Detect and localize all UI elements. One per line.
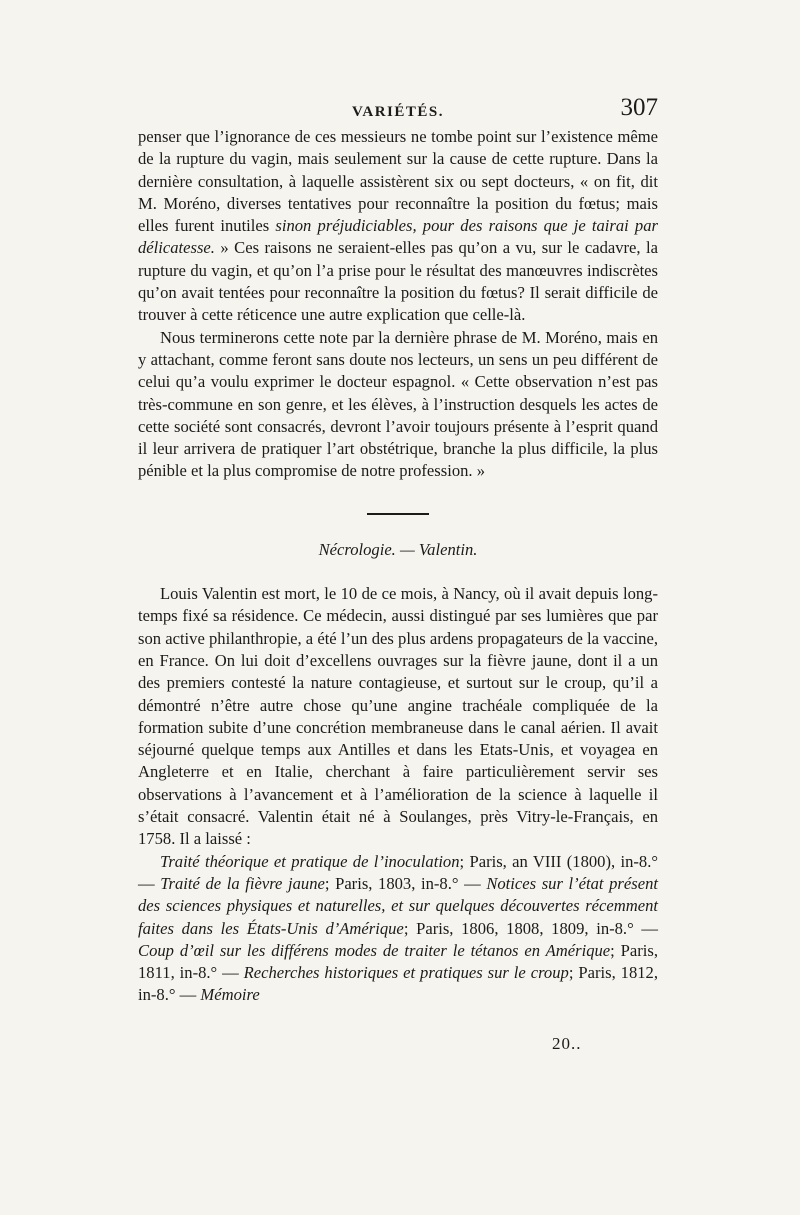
works-list xyxy=(138,851,658,1007)
text-run: ; Paris, an VIII (1800), in-8.° — xyxy=(138,851,658,893)
italic-run: Recherches historiques et pratiques sur le croup xyxy=(243,963,569,983)
text-run: ; Paris, 1803, in-8.° — xyxy=(324,873,487,893)
text-run: ; Paris, 1811, in-8.° — xyxy=(138,940,658,983)
page-number: 307 xyxy=(620,94,658,121)
italic-run: Traité théorique et pratique de l’inoculation xyxy=(160,851,460,871)
text-run: Nous terminerons cette note par la dernière phrase de M. Moréno, mais en y attachant, comme feront sans doute nos lecteurs, un sens un peu différent de celui qu’a voulu exprimer le docteur espagnol. « Cette observation n’est pas très-commune en son genre, et les élèves, à l’instruction desquels les actes de cette société sont consacrés, devront l’avoir toujours présente à l’esprit quand il leur arrivera de pratiquer l’art obstétrique, branche la plus difficile, la plus pénible et la plus compromise de notre profession. » xyxy=(138,327,658,481)
paragraph-1 xyxy=(138,126,658,327)
paragraph-2 xyxy=(138,327,658,483)
text-run: penser que l’ignorance de ces messieurs ne tombe point sur l’existence même de la rupture du vagin, mais seulement sur la cause de cette rupture. Dans la dernière consultation, à laquelle assistèrent six ou sept docteurs, « on fit, dit M. Moréno, diverses tentatives pour reconnaître la position du fœtus; mais elles furent inutiles xyxy=(138,127,658,236)
italic-run: Coup d’œil sur les différens modes de traiter le tétanos en Amérique xyxy=(138,940,611,960)
works-paragraph xyxy=(138,851,658,1007)
running-head: VARIÉTÉS. xyxy=(351,104,444,120)
body-text xyxy=(138,126,658,1007)
signature-mark: 20.. xyxy=(552,1034,582,1053)
text-run: ; Paris, 1812, in-8.° — xyxy=(138,963,658,1005)
text-run: ; Paris, 1806, 1808, 1809, in-8.° — xyxy=(403,918,658,938)
italic-run: Notices sur l’état présent des sciences physiques et naturelles, et sur quelques découvertes récemment faites dans les États-Unis d’Amérique xyxy=(138,873,658,938)
section-divider xyxy=(367,513,429,515)
text-run: » Ces raisons ne seraient-elles pas qu’on a vu, sur le cadavre, la rupture du vagin, et qu’on l’a prise pour le résultat des manœuvres indiscrètes qu’on avait tentées pour reconnaître la position du fœtus? Il serait difficile de trouver à cette réticence une autre explication que celle-là. xyxy=(138,238,658,325)
obituary-paragraph xyxy=(138,583,658,851)
italic-run: Traité de la fièvre jaune xyxy=(160,873,325,893)
text-run: Louis Valentin est mort, le 10 de ce mois, à Nancy, où il avait depuis long-temps fixé sa résidence. Ce médecin, aussi distingué par ses lumières que par son active philanthropie, a été l’un des plus ardens propagateurs de la vaccine, en France. On lui doit d’excellens ouvrages sur la fièvre jaune, dont il a un des premiers contesté la nature contagieuse, et surtout sur le croup, qu’il a démontré n’être autre chose qu’une angine trachéale compliquée de la formation subite d’une concrétion membraneuse dans le canal aérien. Il avait séjourné quelque temps aux Antilles et dans les Etats-Unis, et voyagea en Angleterre et en Italie, cherchant à faire particulièrement servir ses observations à l’avancement et à l’amélioration de la science à laquelle il s’était consacré. Valentin était né à Soulanges, près Vitry-le-Français, en 1758. Il a laissé : xyxy=(138,584,658,849)
section-title: Nécrologie. — Valentin. xyxy=(318,539,478,559)
italic-run: sinon préjudiciables, pour des raisons que je tairai par délicatesse. xyxy=(138,216,658,258)
italic-run: Mémoire xyxy=(200,985,260,1005)
page-header xyxy=(138,90,658,126)
